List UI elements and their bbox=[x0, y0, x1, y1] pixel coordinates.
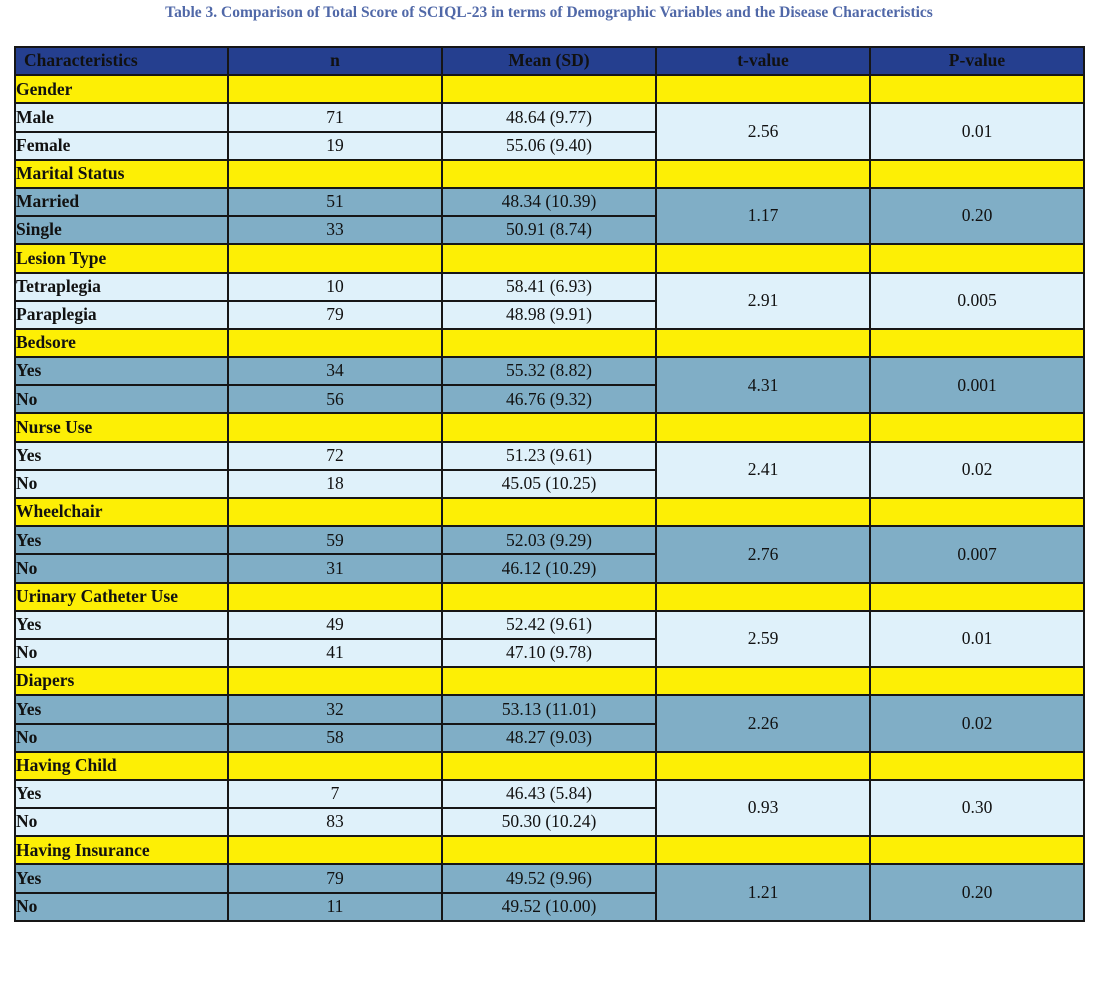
row-label: No bbox=[15, 808, 228, 836]
row-label: Married bbox=[15, 188, 228, 216]
group-empty-cell bbox=[656, 667, 870, 695]
n-cell: 79 bbox=[228, 864, 442, 892]
group-title: Marital Status bbox=[15, 160, 228, 188]
p-value-cell: 0.02 bbox=[870, 442, 1084, 498]
group-title: Having Insurance bbox=[15, 836, 228, 864]
group-title: Gender bbox=[15, 75, 228, 103]
row-label: Yes bbox=[15, 864, 228, 892]
group-empty-cell bbox=[870, 160, 1084, 188]
t-value-cell: 2.56 bbox=[656, 103, 870, 159]
n-cell: 83 bbox=[228, 808, 442, 836]
row-label: Tetraplegia bbox=[15, 273, 228, 301]
t-value-cell: 2.59 bbox=[656, 611, 870, 667]
group-empty-cell bbox=[870, 583, 1084, 611]
n-cell: 72 bbox=[228, 442, 442, 470]
group-title: Diapers bbox=[15, 667, 228, 695]
group-header-row bbox=[15, 413, 1084, 441]
p-value-cell: 0.001 bbox=[870, 357, 1084, 413]
mean-sd-cell: 49.52 (9.96) bbox=[442, 864, 656, 892]
t-value-cell: 0.93 bbox=[656, 780, 870, 836]
group-empty-cell bbox=[870, 413, 1084, 441]
row-label: Yes bbox=[15, 526, 228, 554]
mean-sd-cell: 48.27 (9.03) bbox=[442, 724, 656, 752]
group-header-row bbox=[15, 498, 1084, 526]
n-cell: 34 bbox=[228, 357, 442, 385]
mean-sd-cell: 46.76 (9.32) bbox=[442, 385, 656, 413]
p-value-cell: 0.20 bbox=[870, 864, 1084, 920]
n-cell: 79 bbox=[228, 301, 442, 329]
row-label: No bbox=[15, 893, 228, 921]
row-label: Yes bbox=[15, 695, 228, 723]
comparison-table bbox=[14, 46, 1085, 922]
p-value-cell: 0.30 bbox=[870, 780, 1084, 836]
t-value-cell: 1.21 bbox=[656, 864, 870, 920]
group-empty-cell bbox=[442, 75, 656, 103]
group-empty-cell bbox=[228, 160, 442, 188]
group-empty-cell bbox=[870, 244, 1084, 272]
mean-sd-cell: 53.13 (11.01) bbox=[442, 695, 656, 723]
group-empty-cell bbox=[228, 583, 442, 611]
n-cell: 19 bbox=[228, 132, 442, 160]
group-header-row bbox=[15, 75, 1084, 103]
row-label: Yes bbox=[15, 442, 228, 470]
table-row bbox=[15, 780, 1084, 808]
n-cell: 7 bbox=[228, 780, 442, 808]
group-empty-cell bbox=[442, 244, 656, 272]
p-value-cell: 0.005 bbox=[870, 273, 1084, 329]
group-empty-cell bbox=[442, 160, 656, 188]
group-empty-cell bbox=[870, 75, 1084, 103]
mean-sd-cell: 52.42 (9.61) bbox=[442, 611, 656, 639]
group-empty-cell bbox=[656, 160, 870, 188]
group-empty-cell bbox=[228, 836, 442, 864]
header-characteristics: Characteristics bbox=[15, 47, 228, 75]
t-value-cell: 2.91 bbox=[656, 273, 870, 329]
group-empty-cell bbox=[228, 244, 442, 272]
mean-sd-cell: 46.43 (5.84) bbox=[442, 780, 656, 808]
group-empty-cell bbox=[442, 498, 656, 526]
group-empty-cell bbox=[442, 583, 656, 611]
p-value-cell: 0.20 bbox=[870, 188, 1084, 244]
group-header-row bbox=[15, 836, 1084, 864]
n-cell: 11 bbox=[228, 893, 442, 921]
n-cell: 71 bbox=[228, 103, 442, 131]
mean-sd-cell: 47.10 (9.78) bbox=[442, 639, 656, 667]
row-label: Paraplegia bbox=[15, 301, 228, 329]
n-cell: 49 bbox=[228, 611, 442, 639]
group-empty-cell bbox=[656, 75, 870, 103]
header-n: n bbox=[228, 47, 442, 75]
mean-sd-cell: 51.23 (9.61) bbox=[442, 442, 656, 470]
row-label: Yes bbox=[15, 357, 228, 385]
group-empty-cell bbox=[656, 498, 870, 526]
group-empty-cell bbox=[228, 667, 442, 695]
group-empty-cell bbox=[656, 244, 870, 272]
mean-sd-cell: 46.12 (10.29) bbox=[442, 554, 656, 582]
row-label: No bbox=[15, 554, 228, 582]
mean-sd-cell: 48.98 (9.91) bbox=[442, 301, 656, 329]
group-title: Bedsore bbox=[15, 329, 228, 357]
n-cell: 56 bbox=[228, 385, 442, 413]
mean-sd-cell: 58.41 (6.93) bbox=[442, 273, 656, 301]
row-label: Single bbox=[15, 216, 228, 244]
table-row bbox=[15, 611, 1084, 639]
group-empty-cell bbox=[870, 752, 1084, 780]
t-value-cell: 2.76 bbox=[656, 526, 870, 582]
group-empty-cell bbox=[442, 329, 656, 357]
group-title: Lesion Type bbox=[15, 244, 228, 272]
group-empty-cell bbox=[228, 498, 442, 526]
group-title: Nurse Use bbox=[15, 413, 228, 441]
group-empty-cell bbox=[442, 413, 656, 441]
header-row bbox=[15, 47, 1084, 75]
table-row bbox=[15, 864, 1084, 892]
group-header-row bbox=[15, 244, 1084, 272]
table-row bbox=[15, 526, 1084, 554]
table-caption: Table 3. Comparison of Total Score of SCIQL-23 in terms of Demographic Variables and the Disease Characteristics bbox=[165, 4, 933, 21]
group-empty-cell bbox=[442, 836, 656, 864]
group-title: Having Child bbox=[15, 752, 228, 780]
mean-sd-cell: 50.30 (10.24) bbox=[442, 808, 656, 836]
n-cell: 18 bbox=[228, 470, 442, 498]
row-label: Male bbox=[15, 103, 228, 131]
row-label: No bbox=[15, 385, 228, 413]
table-row bbox=[15, 273, 1084, 301]
header-mean-sd: Mean (SD) bbox=[442, 47, 656, 75]
group-empty-cell bbox=[656, 583, 870, 611]
group-header-row bbox=[15, 583, 1084, 611]
p-value-cell: 0.01 bbox=[870, 103, 1084, 159]
group-header-row bbox=[15, 160, 1084, 188]
t-value-cell: 1.17 bbox=[656, 188, 870, 244]
group-empty-cell bbox=[656, 752, 870, 780]
n-cell: 32 bbox=[228, 695, 442, 723]
n-cell: 59 bbox=[228, 526, 442, 554]
group-empty-cell bbox=[656, 413, 870, 441]
group-title: Wheelchair bbox=[15, 498, 228, 526]
n-cell: 58 bbox=[228, 724, 442, 752]
group-header-row bbox=[15, 752, 1084, 780]
table-body bbox=[15, 75, 1084, 921]
group-empty-cell bbox=[228, 329, 442, 357]
group-empty-cell bbox=[442, 667, 656, 695]
mean-sd-cell: 52.03 (9.29) bbox=[442, 526, 656, 554]
group-empty-cell bbox=[870, 836, 1084, 864]
n-cell: 51 bbox=[228, 188, 442, 216]
group-title: Urinary Catheter Use bbox=[15, 583, 228, 611]
header-t-value: t-value bbox=[656, 47, 870, 75]
n-cell: 41 bbox=[228, 639, 442, 667]
mean-sd-cell: 48.64 (9.77) bbox=[442, 103, 656, 131]
t-value-cell: 2.41 bbox=[656, 442, 870, 498]
n-cell: 31 bbox=[228, 554, 442, 582]
p-value-cell: 0.01 bbox=[870, 611, 1084, 667]
t-value-cell: 2.26 bbox=[656, 695, 870, 751]
group-header-row bbox=[15, 667, 1084, 695]
mean-sd-cell: 48.34 (10.39) bbox=[442, 188, 656, 216]
group-empty-cell bbox=[442, 752, 656, 780]
table-row bbox=[15, 103, 1084, 131]
t-value-cell: 4.31 bbox=[656, 357, 870, 413]
table-row bbox=[15, 188, 1084, 216]
mean-sd-cell: 49.52 (10.00) bbox=[442, 893, 656, 921]
mean-sd-cell: 55.06 (9.40) bbox=[442, 132, 656, 160]
group-empty-cell bbox=[870, 329, 1084, 357]
mean-sd-cell: 55.32 (8.82) bbox=[442, 357, 656, 385]
n-cell: 33 bbox=[228, 216, 442, 244]
row-label: Yes bbox=[15, 611, 228, 639]
table-row bbox=[15, 357, 1084, 385]
group-empty-cell bbox=[870, 667, 1084, 695]
table-row bbox=[15, 442, 1084, 470]
mean-sd-cell: 45.05 (10.25) bbox=[442, 470, 656, 498]
group-empty-cell bbox=[870, 498, 1084, 526]
group-empty-cell bbox=[228, 413, 442, 441]
n-cell: 10 bbox=[228, 273, 442, 301]
group-empty-cell bbox=[228, 75, 442, 103]
row-label: Female bbox=[15, 132, 228, 160]
group-empty-cell bbox=[656, 329, 870, 357]
group-empty-cell bbox=[228, 752, 442, 780]
row-label: Yes bbox=[15, 780, 228, 808]
header-p-value: P-value bbox=[870, 47, 1084, 75]
p-value-cell: 0.007 bbox=[870, 526, 1084, 582]
row-label: No bbox=[15, 470, 228, 498]
group-header-row bbox=[15, 329, 1084, 357]
p-value-cell: 0.02 bbox=[870, 695, 1084, 751]
row-label: No bbox=[15, 724, 228, 752]
row-label: No bbox=[15, 639, 228, 667]
table-row bbox=[15, 695, 1084, 723]
group-empty-cell bbox=[656, 836, 870, 864]
mean-sd-cell: 50.91 (8.74) bbox=[442, 216, 656, 244]
